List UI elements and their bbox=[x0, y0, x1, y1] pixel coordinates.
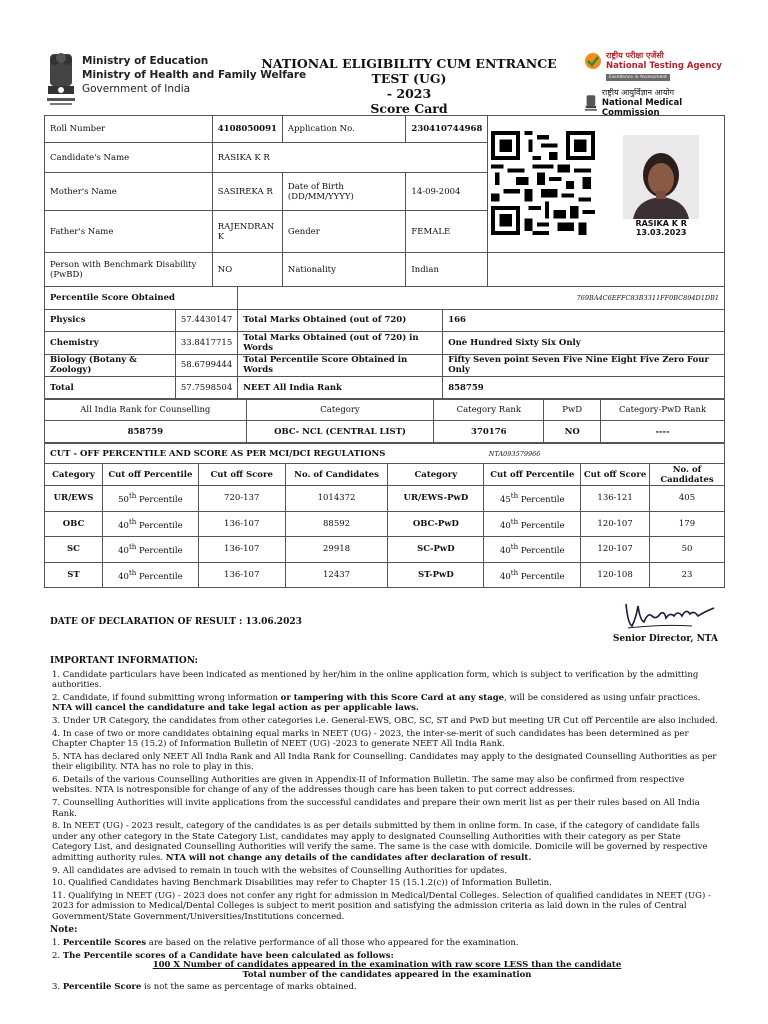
h-category-1: Category bbox=[45, 464, 103, 486]
note-bold: Percentile Score bbox=[62, 982, 142, 993]
list-item: 1. Candidate particulars have been indicated as mentioned by her/him in the online application form, which is subject to verification by the admitting authorities. bbox=[52, 669, 699, 690]
cutoff-candidates-pwd: 405 bbox=[650, 486, 725, 512]
nationality-value: Indian bbox=[406, 253, 488, 287]
name-label: Candidate's Name bbox=[45, 143, 213, 173]
counselling-cat: OBC- NCL (CENTRAL LIST) bbox=[246, 421, 434, 443]
h-catrank: Category Rank bbox=[434, 399, 544, 421]
percentile-word: Percentile bbox=[139, 520, 183, 531]
list-item: 11. Qualifying in NEET (UG) - 2023 does not confer any right for admission in Medical/Dental Colleges. Selection of qualified candidates in NEET (UG) - 2023 for admission to Medical/Dental Colleges is subject to merit position and satisfying the admission criteria as laid down in the rules of Central Government/State Government/Universities/Institutions concerned. bbox=[52, 890, 711, 922]
percentile-word: Percentile bbox=[139, 571, 183, 582]
cutoff-score-pwd: 120-107 bbox=[581, 537, 650, 563]
ordinal-suffix: th bbox=[510, 491, 519, 501]
title-line-3: Score Card bbox=[370, 101, 448, 116]
info-heading: IMPORTANT INFORMATION: bbox=[50, 656, 198, 666]
percentile-word: Percentile bbox=[520, 571, 565, 582]
percentile-word: Percentile bbox=[520, 546, 565, 557]
candidate-details-table bbox=[44, 115, 725, 287]
cutoff-row bbox=[45, 486, 725, 512]
ordinal-suffix: th bbox=[128, 542, 137, 552]
nmc-english-name: National Medical Commission bbox=[601, 98, 683, 118]
cutoff-category: OBC bbox=[45, 511, 103, 537]
percentile-number: 40 bbox=[499, 520, 511, 531]
cutoff-percentile-pwd bbox=[484, 562, 581, 588]
list-item bbox=[50, 693, 722, 714]
note-num: 1. bbox=[52, 938, 63, 949]
percentile-number: 45 bbox=[499, 495, 511, 506]
nta-english-name: National Testing Agency bbox=[606, 61, 722, 71]
photo-name: RASIKA K R bbox=[635, 218, 687, 228]
cutoff-percentile-pwd bbox=[484, 511, 581, 537]
cutoff-candidates: 88592 bbox=[285, 511, 388, 537]
cutoff-percentile bbox=[102, 537, 198, 563]
formula-numerator: 100 X Number of candidates appeared in the examination with raw score LESS than the candidate bbox=[152, 960, 622, 971]
appno-label: Application No. bbox=[282, 116, 405, 143]
percentile-word: Percentile bbox=[139, 495, 183, 506]
roll-value: 4108050091 bbox=[212, 116, 282, 143]
cutoff-row bbox=[45, 511, 725, 537]
note-bold: The Percentile scores of a Candidate have been calculated as follows: bbox=[62, 950, 394, 961]
cutoff-candidates: 1014372 bbox=[285, 486, 388, 512]
air-value: 858759 bbox=[443, 377, 725, 400]
cutoff-score-pwd: 136-121 bbox=[581, 486, 650, 512]
note-text: are based on the relative performance of all those who appeared for the examination. bbox=[146, 938, 519, 949]
ministry-education: Ministry of Education bbox=[82, 55, 209, 67]
list-item: 3. Under UR Category, the candidates from other categories i.e. General-EWS, OBC, SC, ST and PwD but meeting UR Cut off Percentile are also included. bbox=[52, 715, 718, 726]
total-value: 57.7598504 bbox=[175, 377, 237, 400]
percentile-word: Percentile bbox=[520, 495, 565, 506]
score-table bbox=[44, 286, 725, 400]
cutoff-heading: CUT - OFF PERCENTILE AND SCORE AS PER MCI/DCI REGULATIONS bbox=[45, 444, 484, 464]
formula-denominator: Total number of the candidates appeared in the examination bbox=[242, 969, 532, 980]
ordinal-suffix: th bbox=[510, 516, 519, 526]
physics-value: 57.4430147 bbox=[175, 309, 237, 332]
photo-cell bbox=[598, 116, 724, 253]
pwbd-value: NO bbox=[212, 253, 282, 287]
cutoff-category-pwd: SC-PwD bbox=[388, 537, 484, 563]
percentile-word: Percentile bbox=[139, 546, 183, 557]
father-label: Father's Name bbox=[45, 211, 213, 253]
father-value: RAJENDRAN K bbox=[212, 211, 282, 253]
h-candidates-2: No. of Candidates bbox=[650, 464, 725, 486]
gender-label: Gender bbox=[282, 211, 405, 253]
cutoff-table bbox=[44, 443, 725, 588]
note-num: 2. bbox=[52, 950, 63, 961]
cutoff-row bbox=[45, 537, 725, 563]
nationality-label: Nationality bbox=[282, 253, 405, 287]
marks-value: 166 bbox=[443, 309, 725, 332]
info-text: 2. Candidate, if found submitting wrong information bbox=[52, 692, 281, 703]
counselling-air: 858759 bbox=[45, 421, 247, 443]
nta-hindi-name: राष्ट्रीय परीक्षा एजेंसी bbox=[606, 51, 664, 60]
header bbox=[44, 48, 724, 118]
candidate-photo-icon bbox=[623, 135, 699, 219]
info-list bbox=[50, 670, 722, 923]
h-pwdrank: Category-PwD Rank bbox=[601, 399, 725, 421]
counselling-catrank: 370176 bbox=[434, 421, 544, 443]
gender-value: FEMALE bbox=[406, 211, 488, 253]
total-label: Total bbox=[45, 377, 176, 400]
list-item bbox=[50, 982, 722, 993]
name-value: RASIKA K R bbox=[212, 143, 488, 173]
cutoff-category-pwd: UR/EWS-PwD bbox=[388, 486, 484, 512]
qr-cell bbox=[488, 116, 598, 253]
score-hash: 769BA4C6EFFC83B3311FF0BC894D1DB1 bbox=[238, 287, 725, 310]
note-list bbox=[50, 938, 722, 993]
dob-value: 14-09-2004 bbox=[406, 173, 488, 211]
cutoff-score: 720-137 bbox=[198, 486, 285, 512]
counselling-pwd: NO bbox=[544, 421, 601, 443]
percentile-formula bbox=[52, 961, 722, 980]
declaration-date: DATE OF DECLARATION OF RESULT : 13.06.2023 bbox=[50, 617, 302, 627]
cutoff-percentile-pwd bbox=[484, 537, 581, 563]
cutoff-score: 136-107 bbox=[198, 562, 285, 588]
appno-value: 230410744968 bbox=[406, 116, 488, 143]
cutoff-percentile-pwd bbox=[484, 486, 581, 512]
physics-label: Physics bbox=[45, 309, 176, 332]
list-item: 7. Counselling Authorities will invite applications from the successful candidates and prepare their own merit list as per their rules based on All India Rank. bbox=[52, 798, 700, 819]
note-heading: Note: bbox=[50, 924, 78, 935]
h-pwd: PwD bbox=[544, 399, 601, 421]
roll-label: Roll Number bbox=[45, 116, 213, 143]
cutoff-category-pwd: OBC-PwD bbox=[388, 511, 484, 537]
pct-words-value: Fifty Seven point Seven Five Nine Eight Five Zero Four Only bbox=[443, 354, 725, 377]
note-text: is not the same as percentage of marks obtained. bbox=[141, 982, 357, 993]
chemistry-value: 33.8417715 bbox=[175, 332, 237, 355]
list-item: 5. NTA has declared only NEET All India Rank and All India Rank for Counselling. Candidates may apply to the designated Counselling Authorities as per their eligibility. NTA has no role to play in this. bbox=[52, 751, 717, 773]
h-candidates-1: No. of Candidates bbox=[285, 464, 388, 486]
score-heading: Percentile Score Obtained bbox=[45, 287, 238, 310]
list-item: 9. All candidates are advised to remain in touch with the websites of Counselling Authorities for updates. bbox=[52, 865, 508, 876]
mother-value: SASIREKA R bbox=[212, 173, 282, 211]
ordinal-suffix: th bbox=[510, 542, 519, 552]
candidate-photo bbox=[623, 135, 699, 219]
air-label: NEET All India Rank bbox=[238, 377, 443, 400]
h-air: All India Rank for Counselling bbox=[45, 399, 247, 421]
national-emblem-icon bbox=[44, 50, 78, 108]
note-num: 3. bbox=[52, 982, 63, 993]
cutoff-percentile bbox=[102, 562, 198, 588]
marks-label: Total Marks Obtained (out of 720) bbox=[238, 309, 443, 332]
list-item: 10. Qualified Candidates having Benchmark Disabilities may refer to Chapter 15 (15.1.2(c)) of Information Bulletin. bbox=[52, 878, 552, 889]
info-text: 8. In NEET (UG) - 2023 result, category of the candidates is as per details submitted by them in online form. In case, if the category of candidate falls under any other category in the State Category List, candidates may apply to designated Counselling Authorities with their category as per State Category List, and designated Counselling Authorities will verify the same. The same is the case with domicile. Domicile will be governed by respective admitting authority rules. bbox=[52, 821, 708, 863]
info-bold: or tampering with this Score Card at any stage bbox=[280, 692, 505, 703]
percentile-number: 40 bbox=[499, 571, 511, 582]
ministry-health: Ministry of Health and Family Welfare bbox=[82, 69, 307, 81]
h-percentile-1: Cut off Percentile bbox=[102, 464, 198, 486]
cutoff-candidates-pwd: 50 bbox=[650, 537, 725, 563]
cutoff-category: SC bbox=[45, 537, 103, 563]
cutoff-candidates: 29918 bbox=[285, 537, 388, 563]
list-item bbox=[50, 951, 722, 981]
percentile-number: 40 bbox=[499, 546, 511, 557]
cutoff-score-pwd: 120-107 bbox=[581, 511, 650, 537]
ordinal-suffix: th bbox=[128, 567, 137, 577]
percentile-number: 40 bbox=[118, 571, 129, 582]
marks-words-label: Total Marks Obtained (out of 720) in Words bbox=[238, 332, 443, 355]
counselling-table bbox=[44, 398, 725, 443]
pct-words-label: Total Percentile Score Obtained in Words bbox=[238, 354, 443, 377]
cutoff-candidates: 12437 bbox=[285, 562, 388, 588]
signature-icon bbox=[622, 598, 718, 632]
important-information bbox=[50, 656, 722, 995]
nta-tagline: Excellence in Assessment bbox=[606, 74, 670, 81]
percentile-word: Percentile bbox=[520, 520, 565, 531]
ordinal-suffix: th bbox=[128, 516, 137, 526]
chemistry-label: Chemistry bbox=[45, 332, 176, 355]
page-title bbox=[244, 56, 574, 116]
cutoff-candidates-pwd: 179 bbox=[650, 511, 725, 537]
qr-code-icon bbox=[491, 131, 595, 235]
note-bold: Percentile Scores bbox=[62, 938, 147, 949]
dob-label: Date of Birth (DD/MM/YYYY) bbox=[282, 173, 405, 211]
marks-words-value: One Hundred Sixty Six Only bbox=[443, 332, 725, 355]
cutoff-percentile bbox=[102, 511, 198, 537]
list-item: 4. In case of two or more candidates obtaining equal marks in NEET (UG) - 2023, the inter-se-merit of such candidates has been determined as per Chapter Chapter 15 (15.2) of Information Bulletin of NEET (UG) -2023 to generate NEET All India Rank. bbox=[52, 728, 689, 750]
ordinal-suffix: th bbox=[510, 567, 519, 577]
cutoff-score-pwd: 120-108 bbox=[581, 562, 650, 588]
cutoff-candidates-pwd: 23 bbox=[650, 562, 725, 588]
cutoff-score: 136-107 bbox=[198, 511, 285, 537]
h-cat: Category bbox=[246, 399, 434, 421]
cutoff-category: ST bbox=[45, 562, 103, 588]
list-item bbox=[50, 938, 722, 949]
cutoff-code: NTA093579966 bbox=[484, 444, 725, 464]
signatory-title: Senior Director, NTA bbox=[612, 634, 718, 644]
nta-logo-icon bbox=[584, 52, 602, 70]
h-category-2: Category bbox=[388, 464, 484, 486]
cutoff-row bbox=[45, 562, 725, 588]
signature-block bbox=[598, 598, 718, 644]
percentile-number: 40 bbox=[118, 520, 129, 531]
government-of-india: Government of India bbox=[82, 83, 191, 95]
nmc-hindi-name: राष्ट्रीय आयुर्विज्ञान आयोग bbox=[601, 88, 675, 97]
biology-label: Biology (Botany & Zoology) bbox=[45, 354, 176, 377]
cutoff-score: 136-107 bbox=[198, 537, 285, 563]
percentile-number: 40 bbox=[118, 546, 129, 557]
info-bold: NTA will cancel the candidature and take legal action as per applicable laws. bbox=[52, 703, 419, 714]
counselling-pwdrank: ---- bbox=[601, 421, 725, 443]
cutoff-category: UR/EWS bbox=[45, 486, 103, 512]
empty-cell bbox=[488, 253, 725, 287]
h-percentile-2: Cut off Percentile bbox=[484, 464, 581, 486]
ordinal-suffix: th bbox=[128, 491, 137, 501]
info-text: , will be considered as using unfair practices. bbox=[504, 692, 701, 703]
mother-label: Mother's Name bbox=[45, 173, 213, 211]
pwbd-label: Person with Benchmark Disability (PwBD) bbox=[45, 253, 213, 287]
biology-value: 58.6799444 bbox=[175, 354, 237, 377]
emblem-small-icon bbox=[584, 93, 598, 113]
h-score-2: Cut off Score bbox=[581, 464, 650, 486]
cutoff-category-pwd: ST-PwD bbox=[388, 562, 484, 588]
cutoff-percentile bbox=[102, 486, 198, 512]
list-item bbox=[50, 821, 722, 863]
info-bold: NTA will not change any details of the candidates after declaration of result. bbox=[165, 852, 532, 863]
nta-nmc-logos bbox=[584, 50, 724, 118]
percentile-number: 50 bbox=[118, 495, 129, 506]
title-line-2: - 2023 bbox=[386, 86, 432, 101]
photo-date: 13.03.2023 bbox=[635, 227, 687, 237]
title-line-1: NATIONAL ELIGIBILITY CUM ENTRANCE TEST (UG) bbox=[261, 56, 557, 86]
h-score-1: Cut off Score bbox=[198, 464, 285, 486]
list-item: 6. Details of the various Counselling Authorities are given in Appendix-II of Information Bulletin. The same may also be confirmed from respective websites. NTA is notresponsible for change of any of the addresses though care has been taken to put correct addresses. bbox=[52, 774, 685, 796]
